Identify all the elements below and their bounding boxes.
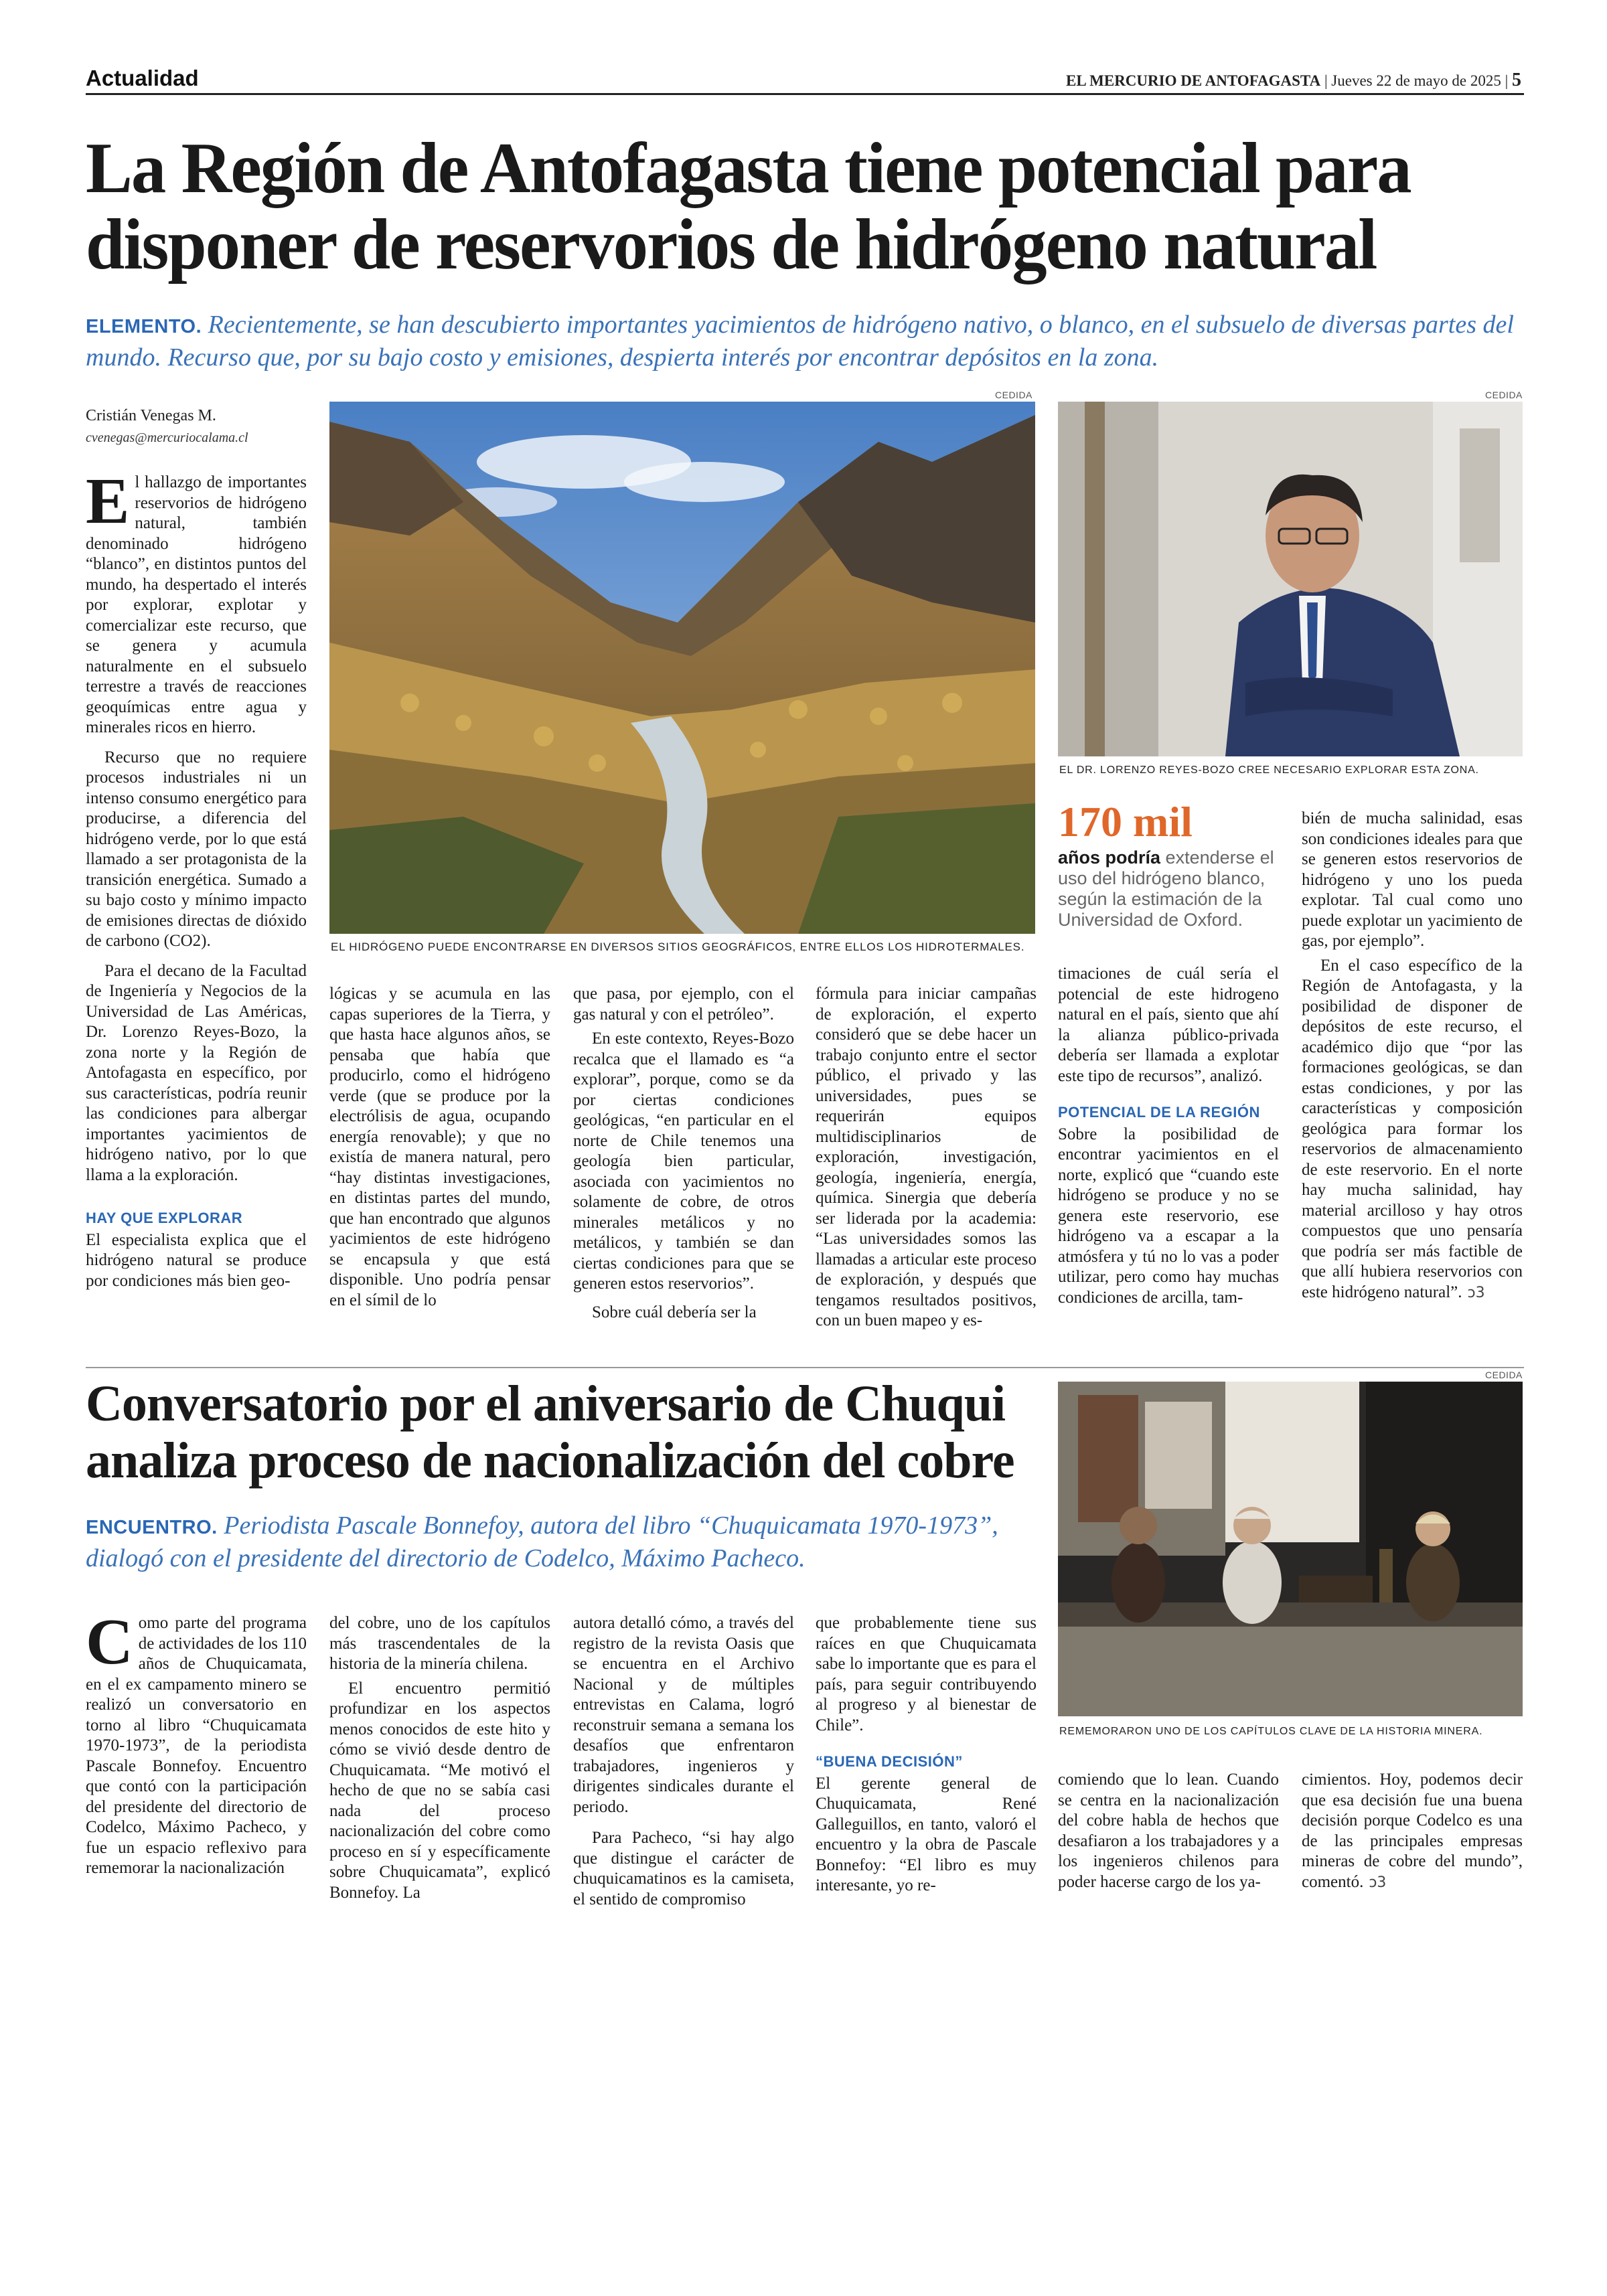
highlight-text — [1058, 847, 1279, 930]
photo1-caption: EL HIDRÓGENO PUEDE ENCONTRARSE EN DIVERSOS SITIOS GEOGRÁFICOS, ENTRE ELLOS LOS HIDROTERMALES. — [331, 940, 1025, 953]
paragraph: que probablemente tiene sus raíces en que Chuquicamata sabe lo importante que es para el país, para seguir contribuyendo al progreso y al bienestar de Chile”. — [816, 1614, 1037, 1734]
highlight-number: 170 mil — [1058, 798, 1193, 845]
paragraph-text: cimientos. Hoy, podemos decir que esa decisión fue una buena decisión porque Codelco es una de las principales empresas mineras de cobre del mundo”, comentó. — [1302, 1771, 1523, 1891]
paragraph: que pasa, por ejemplo, con el gas natural y con el petróleo”. — [573, 985, 794, 1023]
masthead-sep: | — [1505, 72, 1509, 89]
paragraph: El encuentro permitió profundizar en los aspectos menos conocidos de este hito y cómo se vivió desde dentro de Chuquicamata. “Me motivó el hecho de que no se sabía casi nada del proceso nacionalización del cobre como proceso en sí y específicamente sobre Chuquicamata”, explicó Bonnefoy. La — [329, 1679, 550, 1902]
paragraph: del cobre, uno de los capítulos más trascendentales de la historia de la minería chilena. — [329, 1614, 550, 1673]
paragraph: comiendo que lo lean. Cuando se centra en la nacionalización del cobre habla de hechos que desafiaron a los trabajadores y a los ingenieros chilenos para poder hacerse cargo de los ya- — [1058, 1771, 1279, 1891]
article2-title-line1: Conversatorio por el aniversario de Chuqui — [86, 1376, 1006, 1432]
article1-col2 — [329, 984, 550, 1311]
paragraph: En este contexto, Reyes-Bozo recalca que el llamado es “a explorar”, porque, como se da por ciertas condiciones geológicas, “en particular en el norte de Chile tenemos una geología bien particular, asociada con yacimientos no solamente de cobre, de otros minerales metálicos y no metálicos, y también se dan ciertas condiciones para que se generen estos reservorios”. — [573, 1030, 794, 1293]
article2-lead — [86, 1510, 1037, 1574]
article2-col6 — [1302, 1770, 1523, 1893]
section-label: Actualidad — [86, 66, 199, 90]
masthead-sep: | — [1324, 72, 1328, 89]
end-mark: ↄ3 — [1369, 1874, 1387, 1891]
drop-cap: C — [86, 1606, 133, 1678]
subheading: HAY QUE EXPLORAR — [86, 1210, 243, 1226]
article-divider — [86, 1367, 1524, 1368]
paragraph: Sobre la posibilidad de encontrar yacimientos en el norte, explicó que “cuando este hidrógeno se produce y no se genera este reservorio, ese hidrógeno va a escapar a la atmósfera y tú no lo vas a poder utilizar, pero como hay muchas condiciones de arcilla, tam- — [1058, 1125, 1279, 1307]
masthead — [1066, 70, 1521, 91]
article2-col4 — [816, 1613, 1037, 1896]
photo-credit: CEDIDA — [995, 390, 1032, 400]
lead-text: Recientemente, se han descubierto importantes yacimientos de hidrógeno nativo, o blanco, en el subsuelo de diversas partes del mundo. Recurso que, por su bajo costo y emisiones, despierta interés por encontrar depósitos en la zona. — [86, 311, 1514, 372]
article1-title-line1: La Región de Antofagasta tiene potencial para — [86, 129, 1411, 208]
photo3-caption: REMEMORARON UNO DE LOS CAPÍTULOS CLAVE DE LA HISTORIA MINERA. — [1059, 1726, 1483, 1737]
article1-col3 — [573, 984, 794, 1323]
paragraph: Para Pacheco, “si hay algo que distingue el carácter de chuquicamatinos es la camiseta, el sentido de compromiso — [573, 1829, 794, 1908]
paragraph-text: En el caso específico de la Región de Antofagasta, y la posibilidad de disponer de depósitos de este recurso, el académico dijo que “por las formaciones geológicas, se dan estas condiciones, y por las características y composición geológica para formar los reservorios de almacenamiento de este reservorio. En el norte hay mucha salinidad, hay material arcilloso y hay otros compuestos que uno pensaría que podría ser más factible de que allí hubiera reservorios con este hidrógeno natural”. — [1302, 956, 1523, 1301]
page-number: 5 — [1512, 70, 1521, 90]
paragraph: lógicas y se acumula en las capas superiores de la Tierra, y que hasta hace algunos años, se pensaba que había que producirlo, como el hidrógeno verde (que se produce por la electrólisis de agua, ocupando energía renovable); y que no existía de manera natural, pero “hay distintas investigaciones, en distintas partes del mundo, que han encontrado que algunos yacimientos de este hidrógeno se encapsula y que está disponible. Uno podría pensar en el símil de lo — [329, 985, 550, 1309]
portrait-photo — [1058, 402, 1523, 756]
photo-credit: CEDIDA — [1485, 1370, 1523, 1380]
paragraph: Para el decano de la Facultad de Ingeniería y Negocios de la Universidad de Las Américas, Dr. Lorenzo Reyes-Bozo, la zona norte y la Región de Antofagasta en específico, por sus características, podría reunir las condiciones para albergar importantes yacimientos de hidrógeno nativo, por lo que llama a la exploración. — [86, 961, 307, 1184]
article1-col6 — [1302, 809, 1523, 1303]
lead-text: Periodista Pascale Bonnefoy, autora del libro “Chuquicamata 1970-1973”, dialogó con el presidente del directorio de Codelco, Máximo Pacheco. — [86, 1511, 998, 1572]
photo2-caption: EL DR. LORENZO REYES-BOZO CREE NECESARIO EXPLORAR ESTA ZONA. — [1059, 764, 1479, 776]
newspaper-name: EL MERCURIO DE ANTOFAGASTA — [1065, 72, 1321, 89]
article1-lead — [86, 309, 1525, 373]
article1-col5 — [1058, 964, 1279, 1308]
paragraph: timaciones de cuál sería el potencial de este hidrogeno natural en el país, siento que ahí la alianza público-privada debería ser llamada a explotar este tipo de recursos”, analizó. — [1058, 965, 1279, 1085]
end-mark: ↄ3 — [1467, 1284, 1485, 1301]
lead-tag: ENCUENTRO. — [86, 1517, 218, 1538]
article1-col4 — [816, 984, 1037, 1331]
article1-col1 — [86, 465, 307, 1291]
paragraph: El gerente general de Chuquicamata, René Galleguillos, en tanto, valoró el encuentro y la obra de Pascale Bonnefoy: “El libro es muy interesante, yo re- — [816, 1774, 1037, 1894]
paragraph: bién de mucha salinidad, esas son condiciones ideales para que se generen estos reservorios de hidrógeno y uno los pueda explotar. Tal cual como uno puede explotar un yacimiento de gas, por ejemplo”. — [1302, 809, 1523, 950]
event-photo — [1058, 1382, 1523, 1716]
issue-date: Jueves 22 de mayo de 2025 — [1331, 72, 1501, 89]
photo-credit: CEDIDA — [1485, 390, 1523, 400]
landscape-photo — [329, 402, 1035, 934]
subheading: POTENCIAL DE LA REGIÓN — [1058, 1104, 1260, 1121]
lead-tag: ELEMENTO. — [86, 316, 202, 337]
author-name: Cristián Venegas M. — [86, 407, 216, 424]
article2-col1 — [86, 1606, 307, 1879]
paragraph — [1302, 1770, 1523, 1893]
header-rule — [86, 93, 1524, 95]
paragraph: autora detalló cómo, a través del registro de la revista Oasis que se encuentra en el Archivo Nacional y de múltiples entrevistas en Calama, logró reconstruir semana a semana los desafíos que enfrentaron trabajadores, ingenieros y dirigentes sindicales durante el periodo. — [573, 1614, 794, 1816]
article2-col2 — [329, 1613, 550, 1903]
paragraph: omo parte del programa de actividades de los 110 años de Chuquicamata, en el ex campamento minero se realizó un conversatorio en torno al libro “Chuquicamata 1970-1973”, de la periodista Pascale Bonnefoy. Encuentro que contó con la participación del presidente del directorio de Codelco, Máximo Pacheco, y fue un espacio reflexivo para rememorar la nacionalización — [86, 1614, 307, 1877]
paragraph: Recurso que no requiere procesos industriales ni un intenso consumo energético para producirse, a diferencia del hidrógeno verde, por lo que está llamado a ser protagonista de la transición energética. Sumado a su bajo costo y mínimo impacto de emisiones directas de dióxido de carbono (CO2). — [86, 748, 307, 950]
drop-cap: E — [86, 465, 130, 538]
paragraph: Sobre cuál debería ser la — [592, 1303, 757, 1321]
author-email[interactable]: cvenegas@mercuriocalama.cl — [86, 430, 248, 445]
paragraph: l hallazgo de importantes reservorios de hidrógeno natural, también denominado hidrógeno “blanco”, en distintos puntos del mundo, ha despertado el interés por explorar, explotar y comercializar este recurso, que se genera y acumula naturalmente en el subsuelo terrestre a través de reacciones geoquímicas entre agua y minerales ricos en hierro. — [86, 473, 307, 736]
highlight-rest: extenderse el uso del hidrógeno blanco, según la estimación de la Universidad de Oxford. — [1058, 847, 1274, 930]
article2-title-line2: analiza proceso de nacionalización del cobre — [86, 1432, 1014, 1489]
article1-title-line2: disponer de reservorios de hidrógeno natural — [86, 205, 1377, 284]
article2-col5 — [1058, 1770, 1279, 1892]
highlight-bold: años podría — [1058, 847, 1161, 868]
subheading: “BUENA DECISIÓN” — [816, 1753, 963, 1770]
paragraph: El especialista explica que el hidrógeno natural se produce por condiciones más bien geo- — [86, 1230, 307, 1290]
paragraph — [1302, 956, 1523, 1304]
paragraph: fórmula para iniciar campañas de exploración, el experto consideró que se debe hacer un trabajo conjunto entre el sector público, el privado y las universidades, pues se requerirán equipos multidisciplinarios de exploración, investigación, geología, ingeniería, energía, química. Sinergia que debería ser liderada por la academia: “Las universidades somos las llamadas a articular este proceso de exploración, y después que tengamos resultados positivos, con un buen mapeo y es- — [816, 985, 1037, 1329]
article2-col3 — [573, 1613, 794, 1910]
